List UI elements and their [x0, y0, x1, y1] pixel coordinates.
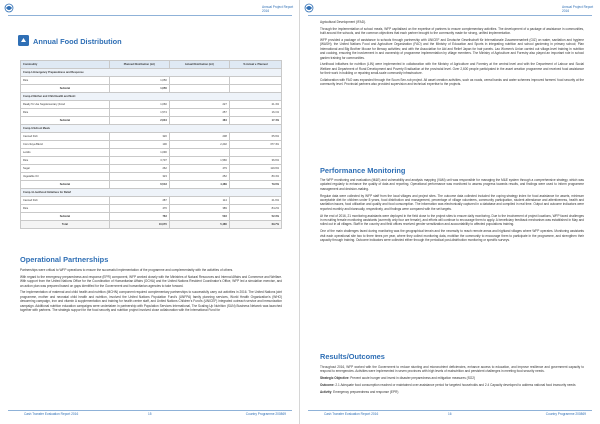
results-item: Strategic Objective: Prevent acute hunger and invest in disaster preparedness and mitigation measures (SO2)	[320, 376, 476, 381]
page-header	[300, 3, 600, 15]
table-group-row: Comp.1-Emergency Preparedness and Response	[21, 69, 282, 77]
table-row: Canned Fish 287 114 21.6%	[21, 197, 282, 205]
table-row: Canned Fish 320 208 65.9%	[21, 133, 282, 141]
footer-rule	[308, 410, 592, 411]
footer-rule	[8, 410, 292, 411]
footer-title: Cash Transfer Evaluation Report 2016	[24, 412, 79, 416]
paragraph: One of the main challenges faced during monitoring was the geographical terrain and the necessity to reach remote areas and highland villages where WFP operates. Monitoring assistants visit each operational site two to three times per year, where they collect monitoring data, mobilise the community to encourage them to participate in the programme, and strengthen their capacity through training. Outcome indicators were collected either through the periodical post-distribution monitoring or specific surveys.	[320, 229, 584, 243]
header-rule	[8, 15, 292, 16]
table-row: Lentils 1,090	[21, 149, 282, 157]
table-header-row	[21, 61, 282, 69]
results-item: Outcome: 2.1 Adequate food consumption reached or maintained over assistance period for targeted households and 2.4 Capacity developed to address national food insecurity needs	[320, 383, 576, 387]
column-header: % Actual v. Planned	[229, 61, 281, 69]
table-row: Rice 476 389 84.2%	[21, 205, 282, 213]
table-subtotal-row: Subtotal 6,543 4,489 79.0%	[21, 181, 282, 189]
table-total-row: Total 10,070 5,486 69.7%	[21, 221, 282, 229]
table-subtotal-row: Subtotal 763 503 52.3%	[21, 213, 282, 221]
page-footer	[308, 412, 592, 418]
table-group-row: Comp.2-Mother and Child Health and Nutri	[21, 93, 282, 101]
page-number: 16	[448, 412, 452, 416]
footer-programme: Country Programme 200869	[545, 412, 586, 416]
column-header: Commodity	[21, 61, 110, 69]
paragraph: Livelihood initiatives for nutrition (LIN) were implemented in collaboration with the Ministry of Agriculture and Forestry at the central level and with the Department of Labour and Social Welfare and Department of Rural Development and Poverty Eradication at the provincial level. Over 2,600 people participated in the asset creation programme and received food assistance for their work in building or repairing small-scale community infrastructure.	[320, 62, 584, 76]
table-row: Sugar 262 479 119.9%	[21, 165, 282, 173]
table-row: Rice 3,707 1,566 36.6%	[21, 157, 282, 165]
performance-monitoring-body	[320, 178, 584, 245]
table-subtotal-row: Subtotal 2,634 484 17.4%	[21, 117, 282, 125]
table-row: Rice 1,574 257 16.1%	[21, 109, 282, 117]
paragraph: Through the implementation of school meals, WFP capitalised on the expertise of partners to ensure complementary activities. The development of a package of assistance in communities, built around the schools, and the common objectives that each partner brought to the community made for strong, unified implementation.	[320, 26, 584, 36]
results-item: Activity: Emergency preparedness and response (EPR)	[320, 389, 399, 394]
paragraph: At the end of 2016, 21 monitoring assistants were deployed in the field close to the project sites to ensure daily monitoring. Due to the involvement of project locations, WFP faced challenges in recruiting female monitoring assistants (currently only four are female), and efforts will continue to encourage them to apply. A beneficiary feedback mechanism was established in May and rolled out in all villages. Staff in the country and field offices received gender sensitization and accountability to affected populations training.	[320, 213, 584, 227]
results-outcomes-title: Results/Outcomes	[320, 352, 385, 361]
paragraph: The WFP monitoring and evaluation (M&E) and vulnerability and analysis mapping (VAM) unit was responsible for managing the M&E system through a comprehensive strategy, which was updated regularly to enhance the quality of data and reporting. Operational performance was monitored to assess progress towards results, and findings were used to inform programme management and decision-making.	[320, 178, 584, 191]
table-row: Ready To Use Supplementary (Food 1,060 227 21.4%	[21, 101, 282, 109]
paragraph: Agricultural Development (IFAD).	[320, 20, 366, 24]
food-distribution-title: Annual Food Distribution	[33, 37, 122, 46]
table-group-row: Comp.3-School Meals	[21, 125, 282, 133]
running-header: Annual Project Report 2016	[262, 5, 294, 13]
table-row: Corn-Soya Blend 100 2,202 377.4%	[21, 141, 282, 149]
performance-monitoring-title: Performance Monitoring	[320, 166, 406, 175]
operational-partnerships-title: Operational Partnerships	[20, 255, 109, 264]
operational-partnerships-body	[20, 268, 282, 315]
table-group-row: Comp.4-Livelihood Initiatives for Relief	[21, 189, 282, 197]
table-row: Rice 1,050	[21, 77, 282, 85]
food-distribution-table	[20, 60, 282, 229]
running-header: Annual Project Report 2016	[562, 5, 594, 13]
paragraph: Throughout 2016, WFP worked with the Government to reduce stunting and micronutrient deficiencies, enhance access to education, and improve resilience and government capacity to respond to emergencies. Activities were implemented in seven provinces with high levels of malnutrition and persistent challenges in meeting food security needs.	[320, 365, 584, 374]
paragraph: Collaboration with FAO was expanded through the Scum Sen-rub project. All asset creation activities, such as roads, cereal banks and water schemes improved farmers' food security at the community level. Provincial partners also provided supervision and technical expertise to the projects.	[320, 78, 584, 87]
wfp-logo-icon	[4, 3, 14, 14]
table-row: Vegetable Oil 323 252 80.4%	[21, 173, 282, 181]
wfp-logo-icon	[304, 3, 314, 14]
paragraph: Partnerships were critical to WFP operations to ensure the successful implementation of the programme and complementarity with the activities of others.	[20, 268, 234, 272]
column-header: Actual Distribution (mt)	[169, 61, 229, 69]
paragraph: Regular data were collected by WFP staff from the local villages and project sites. The outcome data collected included the coping strategy index for food assistance for assets, minimum acceptable diet for children under 5 years, food distribution and management, percentage of village volunteers, community participation, student attendance and attentiveness, health and sanitation issues, food utilization and quality and food consumption. The information was electronically captured in a database and compiled in real time. Output and outcome indicators were reported monthly and biannually, respectively, and findings were compared with the set targets.	[320, 193, 584, 211]
header-rule	[308, 15, 592, 16]
paragraph: With regard to the emergency preparedness and response (EPR) component, WFP worked closely with the Ministries of Natural Resources and Internal Affairs and Commerce and Welfare. With support from the United Nations Office for the Coordination of Humanitarian Affairs (OCHA) and the United Nations Resident Coordinator's Office, WFP led a simulation exercise, and an action plan was prepared based on gaps identified for the Government and humanitarian agencies to take forward.	[20, 274, 282, 288]
page-footer	[8, 412, 292, 418]
paragraph: The implementation of maternal and child health and nutrition (MCHN) component required complementary partnerships to successfully carry out activities in 2016. The United Nations joint programme, mother and neonatal child health and nutrition, involved the United Nations Population Fund's (UNFPA) family planning services, World Health Organization's (WHO) deworming campaign, iron and vitamin A supplementation and training for health centre staff, and United Nations Children's Fund's (UNICEF) integrated outreach service and immunization campaign. Additional nutrition education campaigns were undertaken in partnership with Population Services International, The Scaling Up Nutrition (SUN) Business Network was launched together with partners. The strategic support for the food security and nutrition project involved close collaboration with the International Fund for	[20, 290, 282, 313]
page-number: 15	[148, 412, 152, 416]
partnerships-continued-body	[320, 20, 584, 89]
results-outcomes-body	[320, 365, 584, 397]
right-page	[300, 0, 600, 424]
column-header: Planned Distribution (mt)	[109, 61, 169, 69]
page-header	[0, 3, 300, 15]
table-subtotal-row: Subtotal 1,050	[21, 85, 282, 93]
food-distribution-icon	[18, 35, 29, 46]
footer-programme: Country Programme 200869	[245, 412, 286, 416]
paragraph: WFP provided a package of assistance to schools through partnership with UNICEF and Deutsche Gesellschaft für Internationale Zusammenarbeit (GIZ) on water, sanitation and hygiene (WASH); the United Nations Food and Agriculture Organization (FAO) and the Ministry of Education and Sports in integrating nutrition and school gardening in primary school; Plan International and Big Brother Mouse for literacy activities; and with the Association for Aid and Relief Japan for hair panels. Lao Women's Union carried out village-level training in nutrition and cooking, ensuring the involvement in and ownership of programme implementation by village members. The Ministry of Agriculture and Forestry also played an important role in school garden training for communities.	[320, 38, 584, 60]
footer-title: Cash Transfer Evaluation Report 2016	[324, 412, 379, 416]
